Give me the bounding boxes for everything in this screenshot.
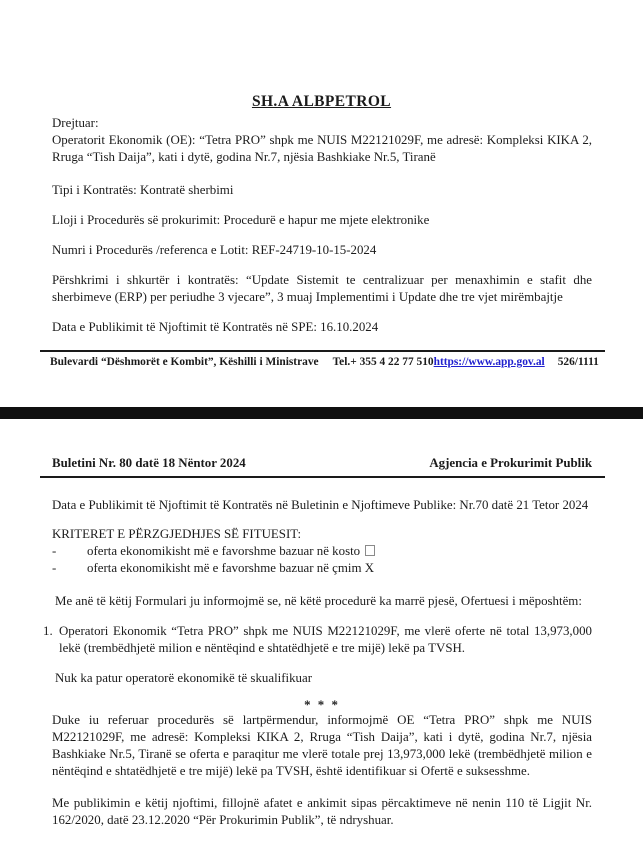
bullet-text: oferta ekonomikisht më e favorshme bazuar në çmim X [87, 561, 375, 575]
empty-checkbox-icon [365, 545, 375, 556]
appeal-paragraph: Me publikimin e këtij njoftimi, fillojnë afatet e ankimit sipas përcaktimeve në nenin 110 të Ligjit Nr. 162/2020, datë 23.12.2020 “Për Prokurimin Publik”, të ndryshuar. [52, 796, 592, 827]
bidder-number: 1. [43, 624, 53, 638]
footer-address: Bulevardi “Dëshmorët e Kombit”, Këshilli i Ministrave [50, 356, 319, 368]
page2-header-rule [40, 476, 605, 478]
award-paragraph: Duke iu referuar procedurës së lartpërmendur, informojmë OE “Tetra PRO” shpk me NUIS M22121029F, me adresë: Kompleksi KIKA 2, Rruga “Tish Daija”, kati i dytë, godina Nr.7, njësia Bashkiake Nr.5, Tiranë se oferta e paraqitur me vlerë totale prej 13,973,000 lekë (trembëdhjetë milion e nëntëqind e shtatëdhjetë e tre mijë) lekë pa TVSH, është identifikuar si Ofertë e suksesshme. [52, 713, 592, 778]
bullet-dash: - [52, 561, 57, 575]
page1-body [52, 115, 592, 349]
bidder-text: Operatori Ekonomik “Tetra PRO” shpk me NUIS M22121029F, me vlerë oferte në total 13,973,000 lekë (trembëdhjetë milion e nëntëqind e shtatëdhjetë e tre mijë) lekë pa TVSH. [59, 624, 592, 655]
app-gov-al-link[interactable]: https://www.app.gov.al [433, 356, 545, 368]
recipient-text: Operatorit Ekonomik (OE): “Tetra PRO” shpk me NUIS M22121029F, me adresë: Kompleksi KIKA 2, Rruga “Tish Daija”, kati i dytë, godina Nr.7, njësia Bashkiake Nr.5, Tiranë [52, 133, 592, 164]
salutation-text: Drejtuar: [52, 116, 99, 130]
page-separator-bar [0, 407, 643, 419]
criteria-bullet-price [52, 560, 592, 577]
footer-page-ref: 526/1111 [557, 356, 599, 368]
criteria-block [52, 526, 592, 577]
page-title: SH.A ALBPETROL [251, 93, 392, 111]
footer-phone: Tel.+ 355 4 22 77 510 [332, 356, 434, 368]
short-description-paragraph: Përshkrimi i shkurtër i kontratës: “Update Sistemit te centralizuar per menaxhimin e stafit dhe sherbimeve (ERP) per periudhe 3 vjecare”, 3 muaj Implementimi i Update dhe tre vjet mirëmbajtje [52, 273, 592, 304]
agency-name-label: Agjencia e Prokurimit Publik [429, 456, 592, 470]
footer-rule [40, 350, 605, 352]
bulletin-number-label: Buletini Nr. 80 datë 18 Nëntor 2024 [52, 456, 246, 470]
page2-header [52, 456, 592, 471]
contract-type-line: Tipi i Kontratës: Kontratë sherbimi [52, 183, 234, 197]
criteria-heading: KRITERET E PËRZGJEDHJES SË FITUESIT: [52, 527, 302, 541]
recipient-paragraph [52, 115, 592, 166]
publication-date-spe-line: Data e Publikimit të Njoftimit të Kontratës në SPE: 16.10.2024 [52, 320, 379, 334]
procedure-number-line: Numri i Procedurës /referenca e Lotit: REF-24719-10-15-2024 [52, 243, 377, 257]
bidder-item [43, 623, 592, 657]
stars-separator: * * * [304, 698, 340, 712]
bullet-text: oferta ekonomikisht më e favorshme bazuar në kosto [87, 543, 592, 560]
page2-body [43, 497, 592, 842]
bullet-dash: - [52, 544, 57, 558]
publication-date-bulletin-paragraph: Data e Publikimit të Njoftimit të Kontratës në Buletinin e Njoftimeve Publike: Nr.70 datë 21 Tetor 2024 [52, 498, 589, 512]
page1-footer [50, 356, 599, 368]
intro-paragraph: Me anë të këtij Formulari ju informojmë se, në këtë procedurë ka marrë pjesë, Ofertuesi i mëposhtëm: [55, 594, 582, 608]
criteria-bullet-cost [52, 543, 592, 560]
procedure-type-line: Lloji i Procedurës së prokurimit: Procedurë e hapur me mjete elektronike [52, 213, 430, 227]
disqualified-note: Nuk ka patur operatorë ekonomikë të skualifikuar [55, 671, 313, 685]
